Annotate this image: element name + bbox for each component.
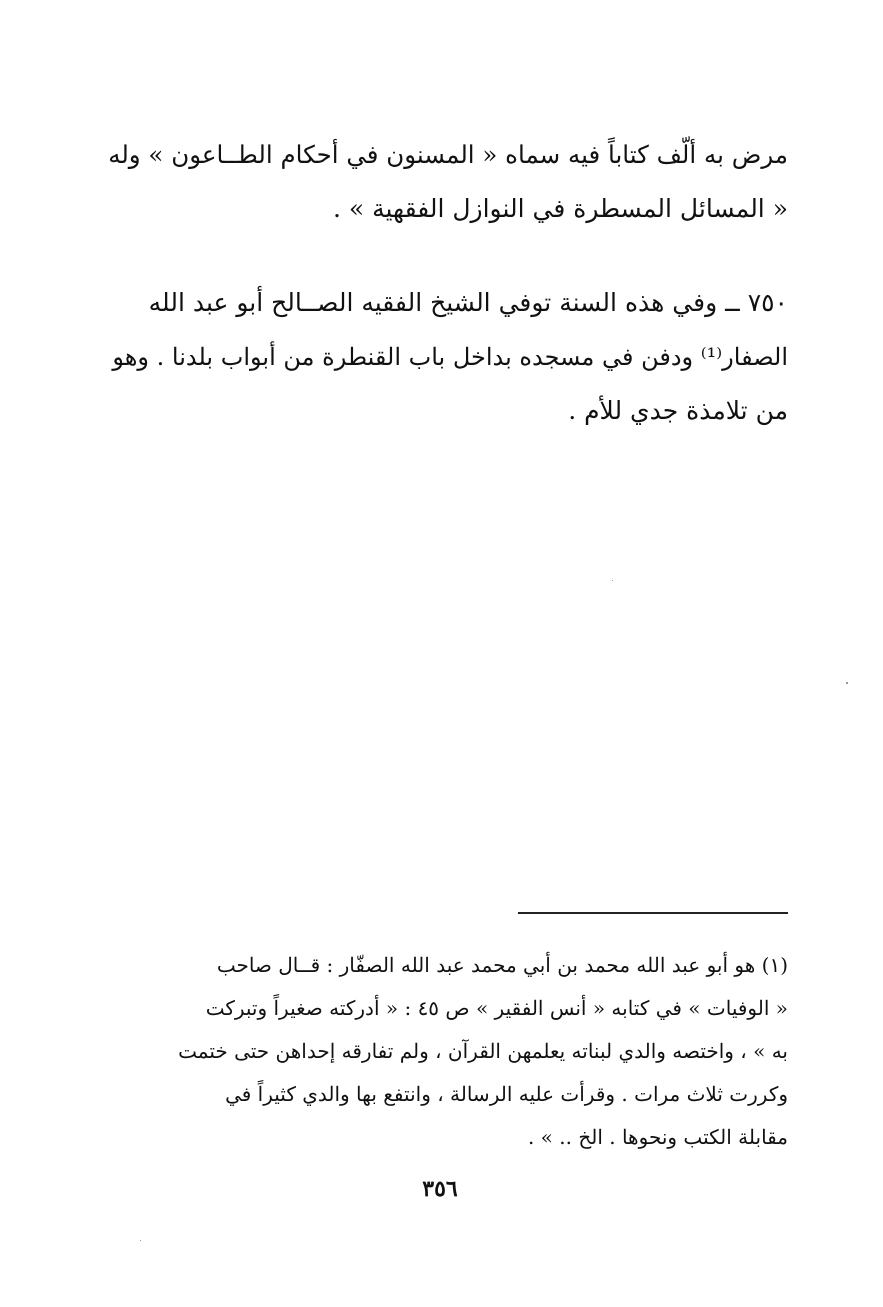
paragraph-2-line-2: الصفار⁽¹⁾ ودفن في مسجده بداخل باب القنطرة من أبواب بلدنا . وهو	[112, 343, 788, 371]
footnote-line-1: (١) هو أبو عبد الله محمد بن أبي محمد عبد الله الصفّار : قــال صاحب	[216, 953, 788, 977]
footnote-divider	[518, 912, 788, 914]
paragraph-2-line-3: من تلامذة جدي للأم .	[568, 396, 788, 425]
scan-speck	[140, 1240, 141, 1241]
footnote-line-5: مقابلة الكتب ونحوها . الخ .. » .	[527, 1125, 788, 1149]
paragraph-1	[108, 128, 788, 236]
paragraph-2-line-1: ٧٥٠ ــ وفي هذه السنة توفي الشيخ الفقيه الصــالح أبو عبد الله	[148, 288, 788, 317]
page-number: ٣٥٦	[422, 1176, 458, 1202]
scan-speck	[846, 682, 848, 684]
footnote-line-3: به » ، واختصه والدي لبناته يعلمهن القرآن ، ولم تفارقه إحداهن حتى ختمت	[178, 1039, 788, 1063]
footnote-line-2: « الوفيات » في كتابه « أنس الفقير » ص ٤٥ : « أدركته صغيراً وتبركت	[205, 996, 788, 1020]
scan-speck	[612, 580, 613, 581]
paragraph-1-line-2: « المسائل المسطرة في النوازل الفقهية » .	[332, 194, 788, 223]
paragraph-2	[108, 276, 788, 438]
footnote	[108, 944, 788, 1159]
footnote-line-4: وكررت ثلاث مرات . وقرأت عليه الرسالة ، وانتفع بها والدي كثيراً في	[225, 1082, 788, 1106]
paragraph-1-line-1: مرض به ألّف كتاباً فيه سماه « المسنون في أحكام الطــاعون » وله	[108, 140, 788, 169]
